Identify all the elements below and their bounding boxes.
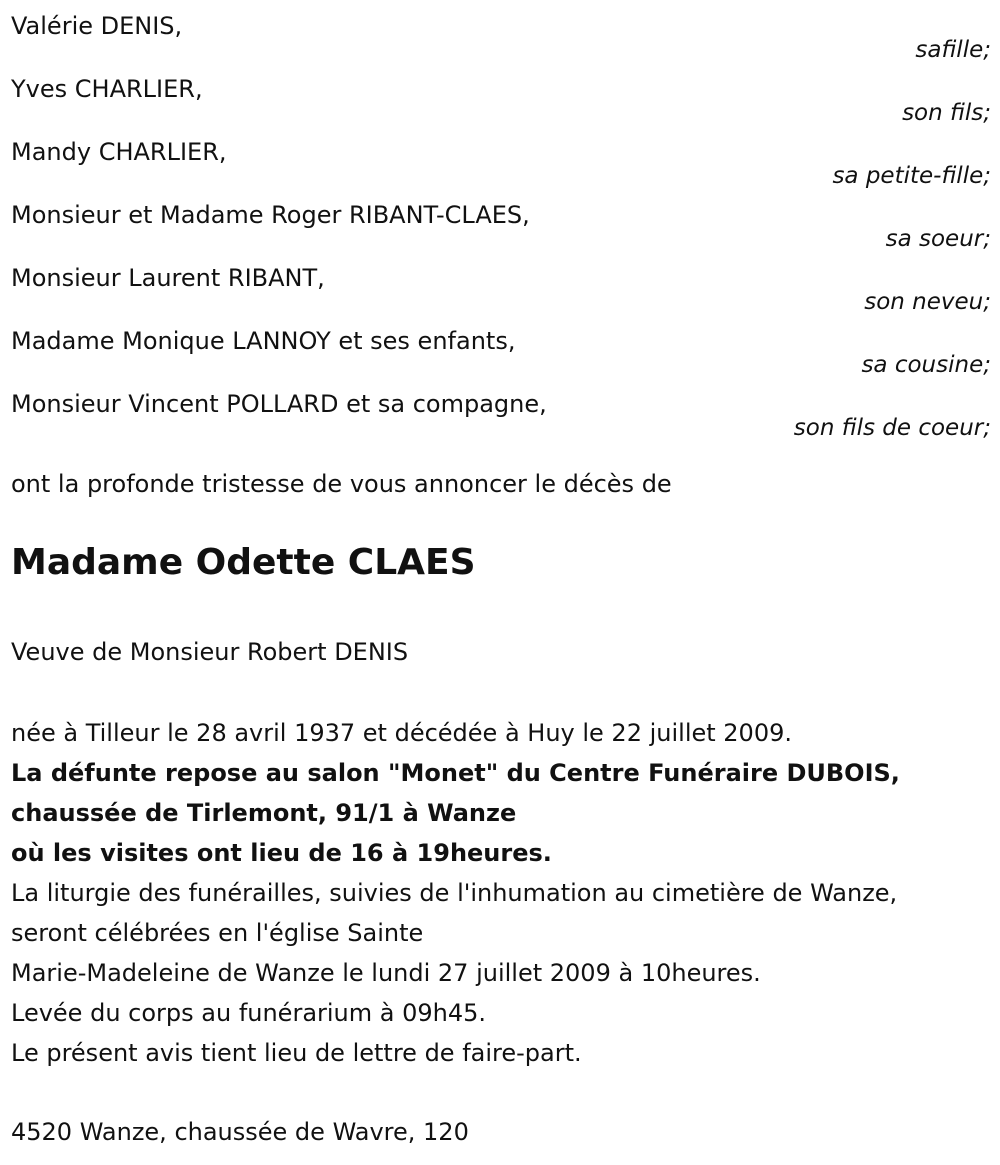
liturgy-line: La liturgie des funérailles, suivies de l'inhumation au cimetière de Wanze,: [11, 879, 898, 907]
family-member-name: Monsieur Laurent RIBANT,: [11, 264, 325, 292]
family-list: [11, 8, 991, 449]
family-entry: [11, 8, 991, 71]
family-member-relation: sa petite-fille;: [832, 163, 991, 189]
family-member-relation: son fils de coeur;: [793, 415, 991, 441]
notice-line: Le présent avis tient lieu de lettre de faire-part.: [11, 1039, 582, 1067]
liturgy-line: seront célébrées en l'église Sainte: [11, 919, 424, 947]
repose-address-line: chaussée de Tirlemont, 91/1 à Wanze: [11, 799, 517, 827]
family-entry: [11, 260, 991, 323]
deceased-name: Madame Odette CLAES: [11, 542, 476, 583]
family-address: 4520 Wanze, chaussée de Wavre, 120: [11, 1118, 469, 1146]
family-member-name: Mandy CHARLIER,: [11, 138, 227, 166]
family-entry: [11, 134, 991, 197]
family-entry: [11, 386, 991, 449]
family-member-relation: son neveu;: [864, 289, 991, 315]
family-member-name: Monsieur Vincent POLLARD et sa compagne,: [11, 390, 547, 418]
widow-of-text: Veuve de Monsieur Robert DENIS: [11, 638, 409, 666]
family-member-name: Valérie DENIS,: [11, 12, 183, 40]
family-member-relation: son fils;: [902, 100, 991, 126]
family-member-relation: sa soeur;: [885, 226, 991, 252]
family-member-relation: safille;: [915, 37, 991, 63]
birth-death-line: née à Tilleur le 28 avril 1937 et décédée à Huy le 22 juillet 2009.: [11, 719, 792, 747]
liturgy-line: Marie-Madeleine de Wanze le lundi 27 juillet 2009 à 10heures.: [11, 959, 761, 987]
visits-line: où les visites ont lieu de 16 à 19heures.: [11, 839, 552, 867]
family-member-name: Yves CHARLIER,: [11, 75, 203, 103]
family-entry: [11, 197, 991, 260]
funeral-details: [11, 713, 996, 1073]
family-member-relation: sa cousine;: [861, 352, 991, 378]
repose-line: La défunte repose au salon "Monet" du Centre Funéraire DUBOIS,: [11, 759, 900, 787]
family-entry: [11, 71, 991, 134]
family-entry: [11, 323, 991, 386]
announcement-text: ont la profonde tristesse de vous annoncer le décès de: [11, 470, 672, 498]
levee-line: Levée du corps au funérarium à 09h45.: [11, 999, 487, 1027]
family-member-name: Monsieur et Madame Roger RIBANT-CLAES,: [11, 201, 530, 229]
family-member-name: Madame Monique LANNOY et ses enfants,: [11, 327, 516, 355]
